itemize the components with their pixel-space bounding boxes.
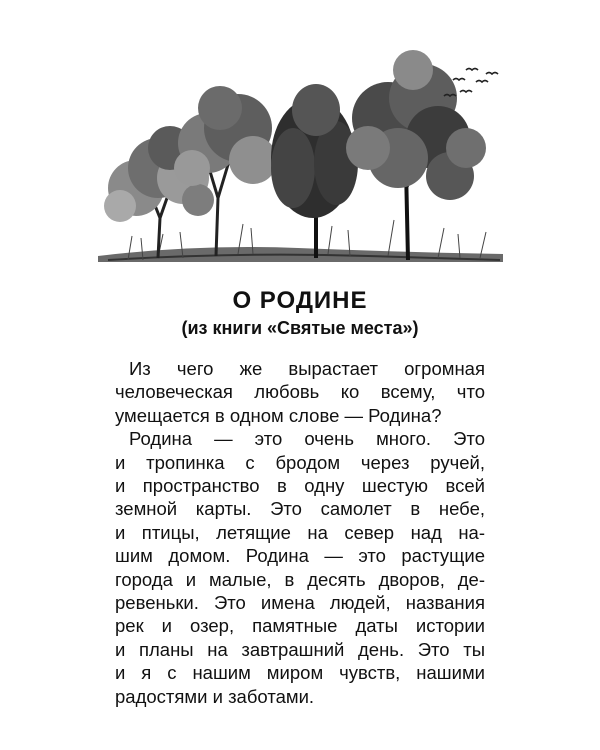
text-line: и пространство в одну шестую всей <box>115 475 485 497</box>
text-line: и планы на завтрашний день. Это ты <box>115 638 485 660</box>
text-line: и птицы, летящие на север над на- <box>115 521 485 543</box>
text-line: умещается в одном слове — Родина? <box>115 404 442 426</box>
text-line: шим домом. Родина — это растущие <box>115 545 485 567</box>
text-line: и я с нашим миром чувств, нашими <box>115 662 485 684</box>
text-line: человеческая любовь ко всему, что <box>115 381 485 403</box>
text-line: рек и озер, памятные даты истории <box>115 615 485 637</box>
trees-illustration-svg <box>88 48 508 278</box>
text-line: Из чего же вырастает огромная <box>129 358 485 379</box>
trees-illustration <box>88 48 508 278</box>
tree-center-left <box>174 86 277 256</box>
text-line: ревеньки. Это имена людей, названия <box>115 592 485 614</box>
text-line: города и малые, в десять дворов, де- <box>115 568 485 590</box>
text-line: и тропинка с бродом через ручей, <box>115 451 485 473</box>
body-text <box>115 357 485 708</box>
tree-center-dark <box>271 84 358 258</box>
page-title: О РОДИНЕ <box>232 287 368 314</box>
text-line: Родина — это очень много. Это <box>129 428 485 450</box>
text-line: земной карты. Это самолет в небе, <box>115 498 485 520</box>
tree-right <box>346 50 486 260</box>
text-line: радостями и заботами. <box>115 685 315 707</box>
page-subtitle: (из книги «Святые места») <box>181 318 419 338</box>
